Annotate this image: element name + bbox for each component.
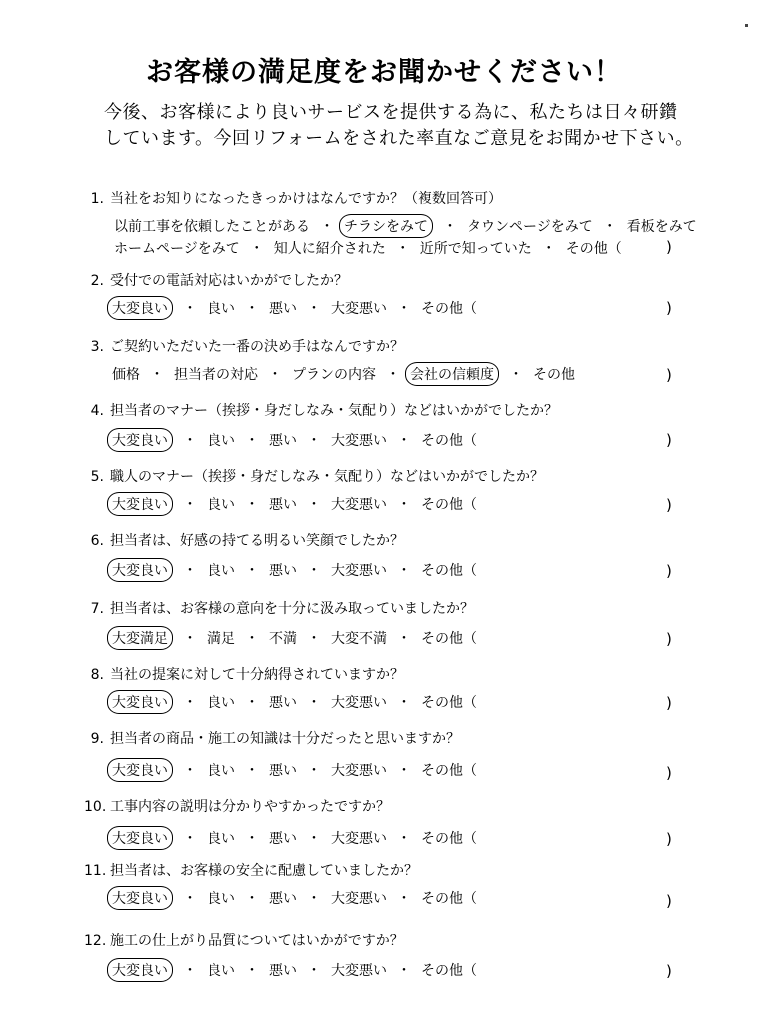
question-text: 担当者は、好感の持てる明るい笑顔でしたか？ (110, 533, 404, 549)
other-close-paren: ) (666, 630, 672, 648)
option-separator: ・ (245, 763, 259, 779)
option-separator: ・ (183, 563, 197, 579)
option-separator: ・ (397, 433, 411, 449)
option-separator: ・ (307, 831, 321, 847)
question-text: 担当者は、お客様の安全に配慮していましたか？ (110, 863, 418, 879)
question-number: 6. (90, 533, 104, 549)
option[interactable]: その他（ (565, 241, 622, 257)
option-separator: ・ (307, 631, 321, 647)
selected-option[interactable]: 大変良い (107, 826, 173, 850)
question-9 (84, 728, 460, 748)
selected-option[interactable]: 大変良い (107, 886, 173, 910)
question-number: 10. (84, 799, 107, 815)
options-row (112, 958, 477, 982)
other-close-paren: ) (666, 431, 672, 449)
option-separator: ・ (307, 891, 321, 907)
options-row (112, 758, 477, 782)
option[interactable]: 大変悪い (331, 695, 387, 711)
question-number: 8. (90, 667, 104, 683)
question-8 (84, 664, 404, 684)
selected-option[interactable]: 大変良い (107, 492, 173, 516)
option[interactable]: その他 (533, 367, 575, 383)
question-1 (84, 188, 502, 208)
selected-option[interactable]: 大変満足 (107, 626, 173, 650)
question-text: ご契約いただいた一番の決め手はなんですか？ (110, 339, 404, 355)
option[interactable]: 大変悪い (331, 763, 387, 779)
option-separator: ・ (183, 963, 197, 979)
option-separator: ・ (245, 963, 259, 979)
option[interactable]: その他（ (421, 433, 477, 449)
other-close-paren: ) (666, 562, 672, 580)
option-separator: ・ (245, 301, 259, 317)
option-separator: ・ (183, 433, 197, 449)
option[interactable]: 悪い (269, 497, 297, 513)
option[interactable]: 知人に紹介された (273, 241, 386, 257)
option[interactable]: 悪い (269, 963, 297, 979)
question-text: 施工の仕上がり品質についてはいかがですか？ (110, 933, 404, 949)
option[interactable]: 大変悪い (331, 497, 387, 513)
option-separator: ・ (245, 497, 259, 513)
option[interactable]: 良い (207, 891, 235, 907)
option-separator: ・ (320, 219, 334, 235)
option-separator: ・ (307, 563, 321, 579)
question-2 (84, 270, 348, 290)
question-number: 11. (84, 863, 107, 879)
option[interactable]: 看板をみて (626, 219, 697, 235)
option-separator: ・ (183, 695, 197, 711)
option-separator: ・ (245, 831, 259, 847)
question-text: 担当者は、お客様の意向を十分に汲み取っていましたか？ (110, 601, 474, 617)
option[interactable]: その他（ (421, 891, 477, 907)
question-number: 5. (90, 469, 104, 485)
option[interactable]: 良い (207, 963, 235, 979)
option[interactable]: 大変悪い (331, 433, 387, 449)
intro-line-2: しています。今回リフォームをされた率直なご意見をお聞かせ下さい。 (104, 128, 694, 149)
option-separator: ・ (183, 763, 197, 779)
question-number: 3. (90, 339, 104, 355)
option[interactable]: 悪い (269, 563, 297, 579)
question-5 (84, 466, 544, 486)
option[interactable]: 良い (207, 301, 235, 317)
option[interactable]: 満足 (207, 631, 235, 647)
scan-speck (745, 24, 748, 27)
option-separator: ・ (397, 563, 411, 579)
question-10 (84, 796, 390, 816)
other-close-paren: ) (666, 962, 672, 980)
option[interactable]: タウンページをみて (467, 219, 593, 235)
option-separator: ・ (395, 241, 410, 257)
option-separator: ・ (183, 497, 197, 513)
option[interactable]: 大変悪い (331, 301, 387, 317)
option-separator: ・ (397, 631, 411, 647)
option[interactable]: 大変悪い (331, 563, 387, 579)
other-close-paren: ) (666, 496, 672, 514)
options-row (112, 296, 477, 320)
option-separator: ・ (307, 695, 321, 711)
option-separator: ・ (249, 241, 264, 257)
question-number: 9. (90, 731, 104, 747)
other-close-paren: ) (666, 830, 672, 848)
other-close-paren: ) (666, 892, 672, 910)
question-text: 当社の提案に対して十分納得されていますか？ (110, 667, 404, 683)
option[interactable]: 以前工事を依頼したことがある (114, 219, 310, 235)
option-separator: ・ (397, 831, 411, 847)
option[interactable]: 担当者の対応 (174, 367, 258, 383)
option-separator: ・ (397, 891, 411, 907)
option-separator: ・ (443, 219, 457, 235)
option-separator: ・ (307, 301, 321, 317)
option-separator: ・ (245, 563, 259, 579)
option[interactable]: 近所で知っていた (419, 241, 532, 257)
option-separator: ・ (268, 367, 282, 383)
option[interactable]: 良い (207, 433, 235, 449)
option-separator: ・ (386, 367, 400, 383)
option-separator: ・ (397, 301, 411, 317)
option[interactable]: その他（ (421, 631, 477, 647)
option-separator: ・ (183, 301, 197, 317)
option[interactable]: その他（ (421, 563, 477, 579)
option-separator: ・ (509, 367, 523, 383)
options-row (112, 362, 575, 386)
option[interactable]: その他（ (421, 763, 477, 779)
option[interactable]: ホームページをみて (114, 241, 240, 257)
question-text: 担当者の商品・施工の知識は十分だったと思いますか？ (110, 731, 460, 747)
option[interactable]: 良い (207, 695, 235, 711)
option[interactable]: 大変悪い (331, 831, 387, 847)
option-separator: ・ (150, 367, 164, 383)
option-separator: ・ (397, 695, 411, 711)
option[interactable]: その他（ (421, 831, 477, 847)
other-close-paren: ) (666, 694, 672, 712)
option-separator: ・ (245, 891, 259, 907)
option-separator: ・ (397, 763, 411, 779)
options-row (112, 558, 477, 582)
question-text: 工事内容の説明は分かりやすかったですか？ (110, 799, 390, 815)
option[interactable]: 悪い (269, 763, 297, 779)
other-close-paren: ) (666, 238, 672, 256)
selected-option[interactable]: 大変良い (107, 558, 173, 582)
question-3 (84, 336, 404, 356)
question-12 (84, 930, 404, 950)
question-number: 4. (90, 403, 104, 419)
option[interactable]: 悪い (269, 695, 297, 711)
question-text: 担当者のマナー（挨拶・身だしなみ・気配り）などはいかがでしたか？ (110, 403, 558, 419)
option[interactable]: 大変不満 (331, 631, 387, 647)
question-number: 12. (84, 933, 107, 949)
option[interactable]: 良い (207, 563, 235, 579)
selected-option[interactable]: 大変良い (107, 296, 173, 320)
selected-option[interactable]: 会社の信頼度 (405, 362, 499, 386)
options-row (112, 492, 477, 516)
option-separator: ・ (183, 631, 197, 647)
options-row (112, 428, 477, 452)
question-number: 7. (90, 601, 104, 617)
option-separator: ・ (307, 497, 321, 513)
options-row (114, 238, 622, 258)
question-7 (84, 598, 474, 618)
selected-option[interactable]: 大変良い (107, 758, 173, 782)
selected-option[interactable]: 大変良い (107, 690, 173, 714)
option-separator: ・ (183, 891, 197, 907)
question-11 (84, 860, 418, 880)
option[interactable]: プランの内容 (292, 367, 376, 383)
other-close-paren: ) (666, 764, 672, 782)
other-close-paren: ) (666, 299, 672, 317)
option-separator: ・ (245, 433, 259, 449)
option[interactable]: 良い (207, 497, 235, 513)
option[interactable]: 悪い (269, 433, 297, 449)
option-separator: ・ (307, 763, 321, 779)
other-close-paren: ) (666, 366, 672, 384)
option-separator: ・ (307, 963, 321, 979)
intro-line-1: 今後、お客様により良いサービスを提供する為に、私たちは日々研鑽 (104, 102, 678, 123)
options-row (114, 214, 697, 238)
option[interactable]: 大変悪い (331, 891, 387, 907)
options-row (112, 826, 477, 850)
question-text: 受付での電話対応はいかがでしたか？ (110, 273, 348, 289)
question-text: 職人のマナー（挨拶・身だしなみ・気配り）などはいかがでしたか？ (110, 469, 544, 485)
options-row (112, 886, 477, 910)
option-separator: ・ (602, 219, 617, 235)
option[interactable]: 価格 (112, 367, 140, 383)
option-separator: ・ (397, 963, 411, 979)
option-separator: ・ (541, 241, 556, 257)
selected-option[interactable]: 大変良い (107, 428, 173, 452)
question-6 (84, 530, 404, 550)
survey-title: お客様の満足度をお聞かせください！ (146, 57, 622, 88)
option[interactable]: その他（ (421, 963, 477, 979)
selected-option[interactable]: 大変良い (107, 958, 173, 982)
option[interactable]: 悪い (269, 831, 297, 847)
option[interactable]: 悪い (269, 301, 297, 317)
option[interactable]: 良い (207, 763, 235, 779)
option-separator: ・ (307, 433, 321, 449)
option[interactable]: その他（ (421, 695, 477, 711)
option-separator: ・ (397, 497, 411, 513)
question-4 (84, 400, 558, 420)
option[interactable]: 不満 (269, 631, 297, 647)
option[interactable]: その他（ (421, 497, 477, 513)
option[interactable]: 大変悪い (331, 963, 387, 979)
options-row (112, 690, 477, 714)
question-number: 1. (90, 191, 104, 207)
selected-option[interactable]: チラシをみて (339, 214, 433, 238)
option[interactable]: その他（ (421, 301, 477, 317)
option[interactable]: 良い (207, 831, 235, 847)
question-number: 2. (90, 273, 104, 289)
question-text: 当社をお知りになったきっかけはなんですか？（複数回答可） (110, 191, 502, 207)
option-separator: ・ (245, 631, 259, 647)
options-row (112, 626, 477, 650)
option[interactable]: 悪い (269, 891, 297, 907)
option-separator: ・ (183, 831, 197, 847)
option-separator: ・ (245, 695, 259, 711)
